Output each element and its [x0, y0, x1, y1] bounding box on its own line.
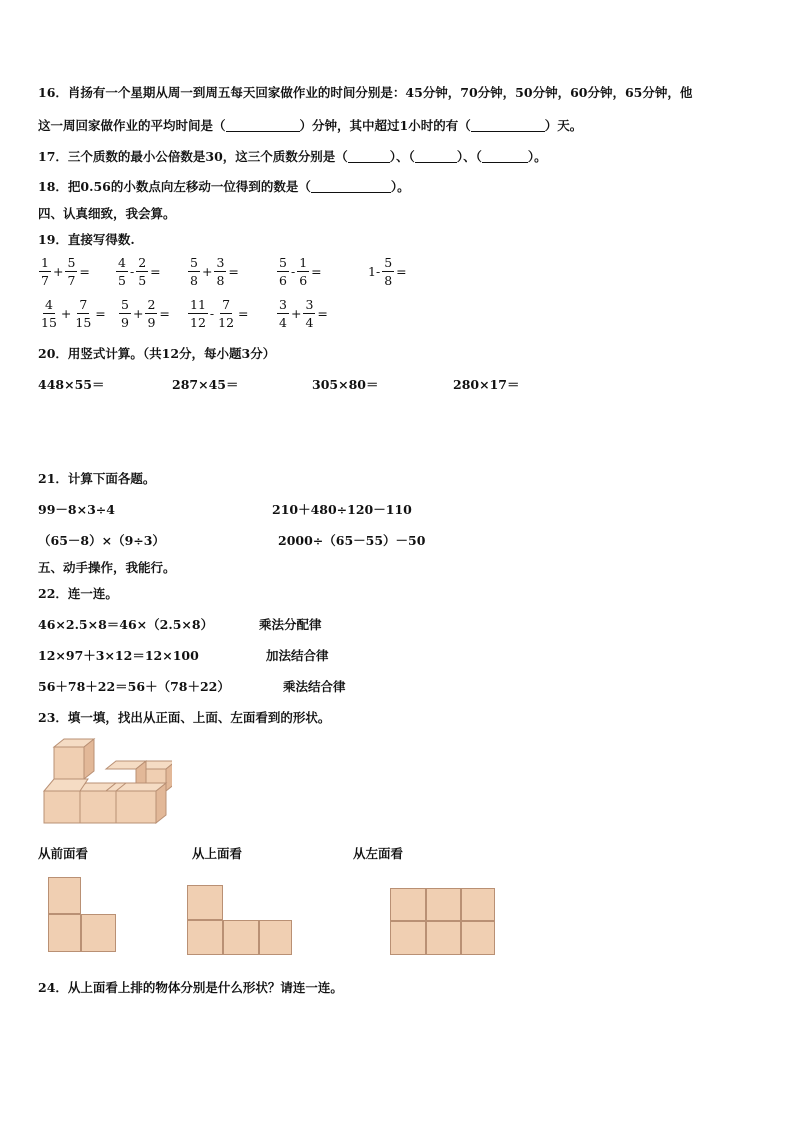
- denominator: 5: [138, 273, 147, 288]
- fraction-expression: [118, 296, 171, 331]
- fraction: [216, 296, 236, 331]
- numerator: 7: [222, 297, 231, 312]
- q17-text-b: ）、（: [389, 149, 415, 164]
- equals-sign: =: [79, 264, 90, 279]
- q21-item: 210＋480÷120－110: [272, 502, 412, 517]
- denominator: 9: [121, 315, 129, 330]
- left-view-square: [461, 921, 495, 955]
- q22-right-item[interactable]: 乘法结合律: [283, 679, 346, 694]
- numerator: 3: [216, 255, 225, 270]
- fraction: [73, 296, 93, 331]
- answer-blank[interactable]: [311, 180, 391, 193]
- fraction-expression: [187, 254, 240, 289]
- cube-stack-figure: [40, 735, 172, 827]
- fraction: [39, 296, 59, 331]
- numerator: 7: [79, 297, 88, 312]
- fraction: [277, 296, 289, 331]
- denominator: 6: [299, 273, 308, 288]
- q17: [38, 147, 547, 165]
- equals-sign: =: [228, 264, 239, 279]
- fraction: [136, 254, 148, 289]
- denominator: 4: [279, 315, 287, 330]
- fraction: [297, 254, 309, 289]
- numerator: 2: [147, 297, 156, 312]
- operator: -: [209, 306, 215, 321]
- numerator: 4: [44, 297, 53, 312]
- q18-text-b: ）。: [390, 179, 410, 194]
- equals-sign: =: [150, 264, 161, 279]
- fraction-expression: [367, 254, 408, 289]
- front-view-square: [81, 914, 116, 952]
- view-label-top: 从上面看: [192, 846, 243, 861]
- denominator: 6: [279, 273, 287, 288]
- q22-right-item[interactable]: 乘法分配律: [259, 617, 322, 632]
- q16-text-b: ）分钟，其中超过1小时的有（: [299, 118, 471, 133]
- q20-item: 287×45＝: [172, 377, 239, 392]
- equals-sign: =: [238, 306, 249, 321]
- top-view-square: [187, 920, 223, 955]
- equals-sign: =: [317, 306, 328, 321]
- left-view-square: [426, 888, 461, 921]
- fraction: [119, 296, 131, 331]
- fraction: [188, 296, 208, 331]
- q21-item: 99－8×3÷4: [38, 502, 115, 517]
- fraction-expression: [38, 296, 107, 331]
- equals-sign: =: [159, 306, 170, 321]
- q23-title: 23．填一填，找出从正面、上面、左面看到的形状。: [38, 710, 331, 725]
- view-label-front: 从前面看: [38, 846, 89, 861]
- q18: [38, 177, 410, 195]
- numerator: 3: [279, 297, 287, 312]
- numerator: 2: [138, 255, 147, 270]
- q21-item: 2000÷（65－55）－50: [278, 533, 426, 548]
- denominator: 12: [218, 315, 235, 330]
- answer-blank[interactable]: [471, 119, 545, 132]
- denominator: 4: [305, 315, 314, 330]
- q22-left-item[interactable]: 46×2.5×8＝46×（2.5×8）: [38, 617, 214, 632]
- numerator: 5: [67, 255, 76, 270]
- left-view-square: [426, 921, 461, 955]
- q20-item: 280×17＝: [453, 377, 520, 392]
- answer-blank[interactable]: [226, 119, 300, 132]
- fraction-expression: [276, 296, 329, 331]
- operator: +: [132, 306, 144, 321]
- denominator: 15: [75, 315, 92, 330]
- operator: +: [52, 264, 64, 279]
- denominator: 8: [216, 273, 225, 288]
- fraction-expression: [115, 254, 162, 289]
- fraction: [145, 296, 157, 331]
- denominator: 5: [118, 273, 126, 288]
- q21-item: （65－8）×（9÷3）: [38, 533, 165, 548]
- q16-text-a: 这一周回家做作业的平均时间是（: [38, 118, 226, 133]
- operator: +: [290, 306, 302, 321]
- fraction: [65, 254, 77, 289]
- view-label-left: 从左面看: [353, 846, 404, 861]
- q17-text-a: 17．三个质数的最小公倍数是30，这三个质数分别是（: [38, 149, 348, 164]
- q16-line2: [38, 116, 582, 134]
- equals-sign: =: [396, 264, 407, 279]
- left-view-square: [390, 888, 426, 921]
- numerator: 5: [190, 255, 198, 270]
- fraction: [188, 254, 200, 289]
- fraction-expression: [276, 254, 323, 289]
- left-view-square: [461, 888, 495, 921]
- q18-text-a: 18．把0.56的小数点向左移动一位得到的数是（: [38, 179, 311, 194]
- q17-text-c: ）、（: [456, 149, 482, 164]
- q24-title: 24．从上面看上排的物体分别是什么形状？请连一连。: [38, 980, 343, 995]
- numerator: 4: [118, 255, 126, 270]
- numerator: 1: [41, 255, 49, 270]
- numerator: 5: [384, 255, 393, 270]
- equals-sign: =: [311, 264, 322, 279]
- q20-title: 20．用竖式计算。（共12分，每小题3分）: [38, 346, 276, 361]
- denominator: 8: [190, 273, 198, 288]
- q22-left-item[interactable]: 56＋78＋22＝56＋（78＋22）: [38, 679, 230, 694]
- fraction: [39, 254, 51, 289]
- q19-title: 19．直接写得数.: [38, 232, 135, 247]
- denominator: 12: [190, 315, 206, 330]
- fraction-expression: [38, 254, 91, 289]
- q16-text-c: ）天。: [544, 118, 583, 133]
- top-view-square: [187, 885, 223, 920]
- denominator: 9: [147, 315, 156, 330]
- equals-sign: =: [95, 306, 106, 321]
- operator: +: [60, 306, 72, 321]
- top-view-square: [223, 920, 259, 955]
- operator: -: [290, 264, 296, 279]
- numerator: 1: [299, 255, 308, 270]
- q22-left-item[interactable]: 12×97＋3×12＝12×100: [38, 648, 199, 663]
- section-heading-4: 四、认真细致，我会算。: [38, 206, 176, 221]
- q17-text-d: ）。: [527, 149, 547, 164]
- left-view-square: [390, 921, 426, 955]
- top-view-square: [259, 920, 292, 955]
- q16-line1: 16．肖扬有一个星期从周一到周五每天回家做作业的时间分别是：45分钟，70分钟，50分钟，60分钟，65分钟，他: [38, 85, 693, 100]
- numerator: 3: [305, 297, 314, 312]
- denominator: 7: [67, 273, 76, 288]
- q21-title: 21．计算下面各题。: [38, 471, 156, 486]
- front-view-square: [48, 877, 81, 914]
- fraction-expression: [187, 296, 250, 331]
- fraction: [116, 254, 128, 289]
- denominator: 15: [41, 315, 57, 330]
- denominator: 7: [41, 273, 49, 288]
- answer-blank[interactable]: [348, 150, 390, 163]
- numerator: 5: [279, 255, 287, 270]
- q20-item: 448×55＝: [38, 377, 105, 392]
- numerator: 5: [121, 297, 129, 312]
- fraction: [277, 254, 289, 289]
- numerator: 11: [190, 297, 206, 312]
- operator: +: [201, 264, 213, 279]
- fraction: [214, 254, 226, 289]
- denominator: 8: [384, 273, 393, 288]
- fraction: [382, 254, 394, 289]
- answer-blank[interactable]: [482, 150, 528, 163]
- operator: -: [129, 264, 135, 279]
- q22-title: 22．连一连。: [38, 586, 118, 601]
- q20-item: 305×80＝: [312, 377, 379, 392]
- section-heading-5: 五、动手操作，我能行。: [38, 560, 176, 575]
- q22-right-item[interactable]: 加法结合律: [266, 648, 329, 663]
- front-view-square: [48, 914, 81, 952]
- fraction: [303, 296, 315, 331]
- expression-lead: 1-: [368, 264, 381, 279]
- answer-blank[interactable]: [415, 150, 457, 163]
